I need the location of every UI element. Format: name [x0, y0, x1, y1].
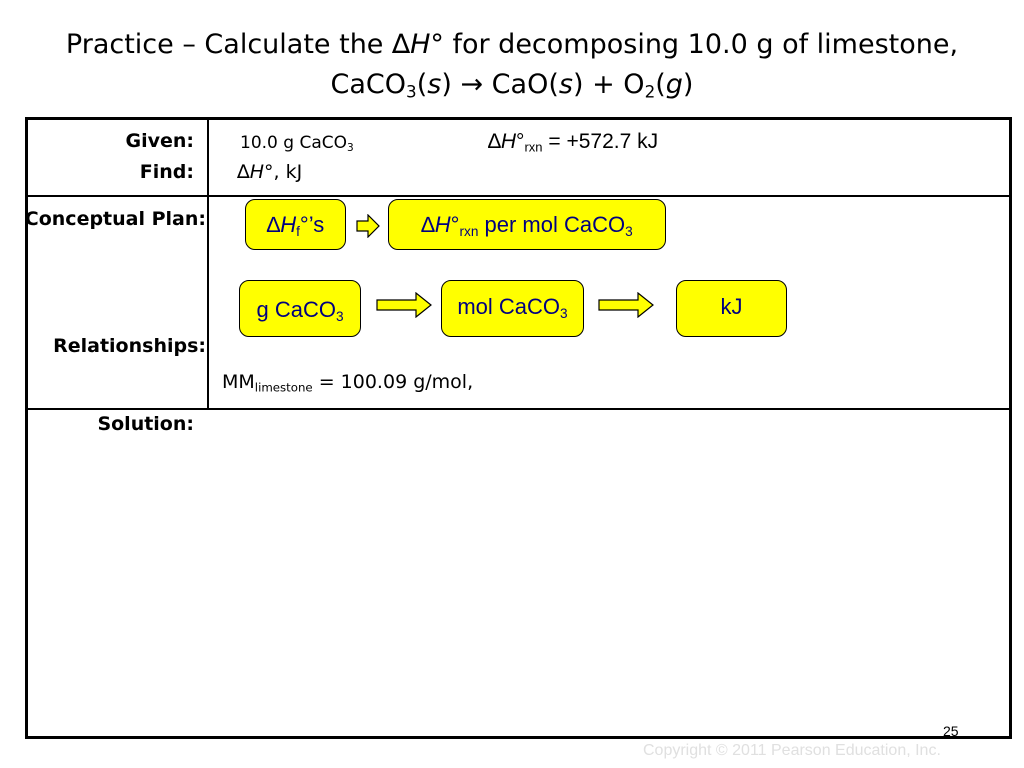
given-rxn-sub: rxn [524, 139, 543, 155]
given-mass-sub: 3 [347, 141, 354, 154]
given-h: H [500, 130, 517, 153]
box-g-caco3-sub: 3 [335, 308, 344, 324]
state-s1: s [427, 69, 442, 100]
slide-title-line2: CaCO$_3$(s) → $CaO(s) + O_2(g)$ [330, 69, 694, 102]
product2: O [623, 69, 645, 100]
given-delta: ∆ [488, 130, 501, 153]
relationship-mm [222, 371, 473, 393]
arrow-right-icon [376, 292, 432, 318]
box-dhf [245, 199, 346, 250]
page-number: 25 [943, 723, 959, 739]
mm-value: = 100.09 g/mol, [312, 371, 474, 393]
given-dh-rxn [488, 130, 658, 154]
box-dhf-delta: ∆ [266, 212, 281, 237]
title-h: H [410, 29, 431, 60]
box-dhf-h: H [280, 212, 297, 237]
arrow-right-icon [356, 214, 380, 238]
state-s2: s [558, 69, 573, 100]
find-delta: ∆ [237, 161, 250, 183]
product1: CaO [491, 69, 549, 100]
given-mass-text: 10.0 g CaCO [240, 133, 347, 153]
arrow-right-icon [598, 292, 654, 318]
box-dh-rxn-h: H [434, 212, 451, 237]
slide-title-line1 [0, 28, 1024, 62]
find-quantity [237, 161, 302, 183]
column-divider [207, 120, 209, 410]
box-mol-caco3-text: mol CaCO [457, 294, 561, 319]
box-dh-rxn-delta: ∆ [421, 212, 435, 237]
title-prefix: Practice – Calculate the [65, 29, 393, 60]
box-dhf-rest: °’s [299, 212, 325, 237]
product2-sub: 2 [644, 81, 656, 102]
title-suffix: ° for decomposing 10.0 g of limestone, [430, 29, 959, 60]
box-dh-rxn-deg: ° [450, 212, 460, 237]
reactant: CaCO [330, 69, 407, 100]
box-dh-rxn [388, 199, 666, 250]
mm-text: MM [222, 371, 255, 393]
given-dh-value: = +572.7 kJ [542, 130, 659, 153]
row-divider-2 [28, 408, 1009, 410]
state-g: g [665, 69, 683, 100]
box-dh-rxn-sub2: 3 [625, 223, 633, 239]
label-conceptual-plan: Conceptual Plan: [24, 208, 206, 230]
given-deg: ° [516, 130, 525, 153]
box-dhf-sub: f [296, 223, 300, 239]
row-divider-1 [28, 195, 1009, 197]
title-delta: ∆ [392, 29, 411, 60]
box-g-caco3 [239, 280, 361, 337]
label-find: Find: [139, 161, 194, 183]
find-rest: °, kJ [264, 161, 303, 183]
box-mol-caco3 [441, 280, 584, 337]
label-relationships: Relationships: [53, 335, 206, 357]
mm-sub: limestone [254, 380, 313, 395]
box-dh-rxn-rest: per mol CaCO [478, 212, 626, 237]
box-dh-rxn-sub: rxn [459, 223, 479, 239]
box-g-caco3-text: g CaCO [256, 297, 336, 322]
plus-sign: + [592, 69, 615, 100]
copyright-notice: Copyright © 2011 Pearson Education, Inc. [643, 742, 941, 759]
given-mass [240, 133, 354, 153]
find-h: H [249, 161, 265, 183]
label-given: Given: [125, 130, 194, 152]
box-kj: kJ [676, 280, 787, 337]
reactant-sub: 3 [406, 81, 417, 102]
label-solution: Solution: [97, 413, 194, 435]
reaction-arrow: → [460, 69, 484, 100]
box-mol-caco3-sub: 3 [560, 305, 568, 321]
